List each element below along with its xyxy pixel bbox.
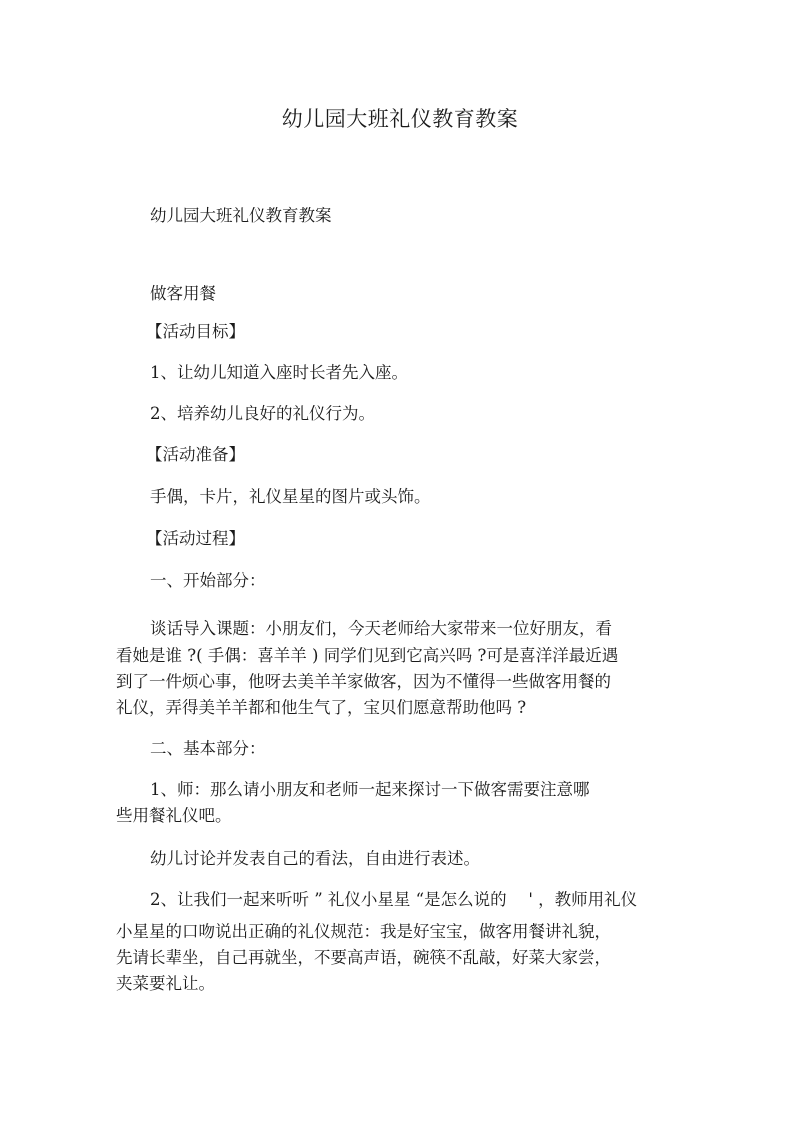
topic: 做客用餐 [150,284,216,303]
part1-paragraph-line-1: 谈话导入课题：小朋友们，今天老师给大家带来一位好朋友，看 [150,619,612,638]
part2-discussion: 幼儿讨论并发表自己的看法，自由进行表述。 [150,849,480,868]
process-heading: 【活动过程】 [146,529,245,548]
part2-heading: 二、基本部分： [150,739,266,758]
part2-item-2-line-1: 2、让我们一起来听听 ” 礼仪小星星 “是怎么说的 ' ，教师用礼仪 [150,890,638,909]
goal-heading: 【活动目标】 [146,322,245,341]
part1-paragraph-line-3: 到了一件烦心事，他呀去美羊羊家做客，因为不懂得一些做客用餐的 [116,672,611,691]
part2-item-2-line-2: 小星星的口吻说出正确的礼仪规范：我是好宝宝，做客用餐讲礼貌， [116,922,611,941]
subtitle: 幼儿园大班礼仪教育教案 [150,206,332,225]
prep-heading: 【活动准备】 [146,445,245,464]
part2-item-1-line-2: 些用餐礼仪吧。 [116,806,232,825]
document-title: 幼儿园大班礼仪教育教案 [281,107,519,131]
part1-paragraph-line-4: 礼仪，弄得美羊羊都和他生气了，宝贝们愿意帮助他吗 ? [116,698,527,717]
goal-item-1: 1、让幼儿知道入座时长者先入座。 [150,363,408,382]
part2-item-1-line-1: 1、师：那么请小朋友和老师一起来探讨一下做客需要注意哪 [150,780,590,799]
prep-text: 手偶，卡片，礼仪星星的图片或头饰。 [150,487,431,506]
part2-item-2-line-4: 夹菜要礼让。 [116,974,215,993]
goal-item-2: 2、培养幼儿良好的礼仪行为。 [150,404,375,423]
part1-heading: 一、开始部分： [150,571,266,590]
part2-item-2-line-3: 先请长辈坐，自己再就坐，不要高声语，碗筷不乱敲，好菜大家尝， [116,948,611,967]
part1-paragraph-line-2: 看她是谁 ?( 手偶：喜羊羊 ) 同学们见到它高兴吗 ?可是喜洋洋最近遇 [116,646,619,665]
